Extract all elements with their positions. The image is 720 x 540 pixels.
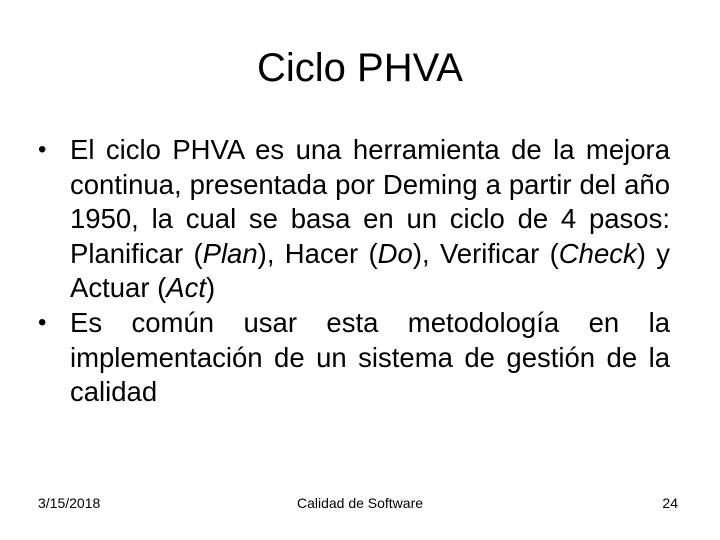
bullet-text-segment: ), Verificar ( (412, 237, 559, 269)
footer-title: Calidad de Software (296, 495, 424, 511)
bullet-item-2 (38, 306, 670, 410)
bullet-text-segment-italic: Check (558, 237, 637, 269)
slide-title: Ciclo PHVA (257, 46, 463, 90)
footer-date: 3/15/2018 (38, 495, 101, 511)
bullet-marker: • (38, 136, 47, 163)
bullet-list (38, 133, 670, 410)
bullet-text-segment-italic: Plan (202, 237, 258, 269)
footer-page-number: 24 (662, 495, 678, 511)
bullet-text-segment: ) (206, 272, 216, 304)
bullet-marker: • (38, 308, 47, 336)
bullet-text-segment-italic: Act (166, 272, 207, 304)
bullet-text-segment: Es común usar esta metodología en la implementación de un sistema de gestión de la calidad (70, 306, 670, 408)
bullet-item-1 (38, 133, 670, 306)
bullet-text-segment: El ciclo PHVA es una herramienta de la mejora continua, presentada por Deming a partir del año 1950, la cual se basa en un ciclo de 4 pasos: Planificar ( (70, 134, 670, 269)
bullet-text-segment: ), Hacer ( (257, 237, 378, 269)
bullet-text-segment: ) y Actuar ( (70, 237, 670, 304)
bullet-text-segment-italic: Do (377, 237, 413, 269)
